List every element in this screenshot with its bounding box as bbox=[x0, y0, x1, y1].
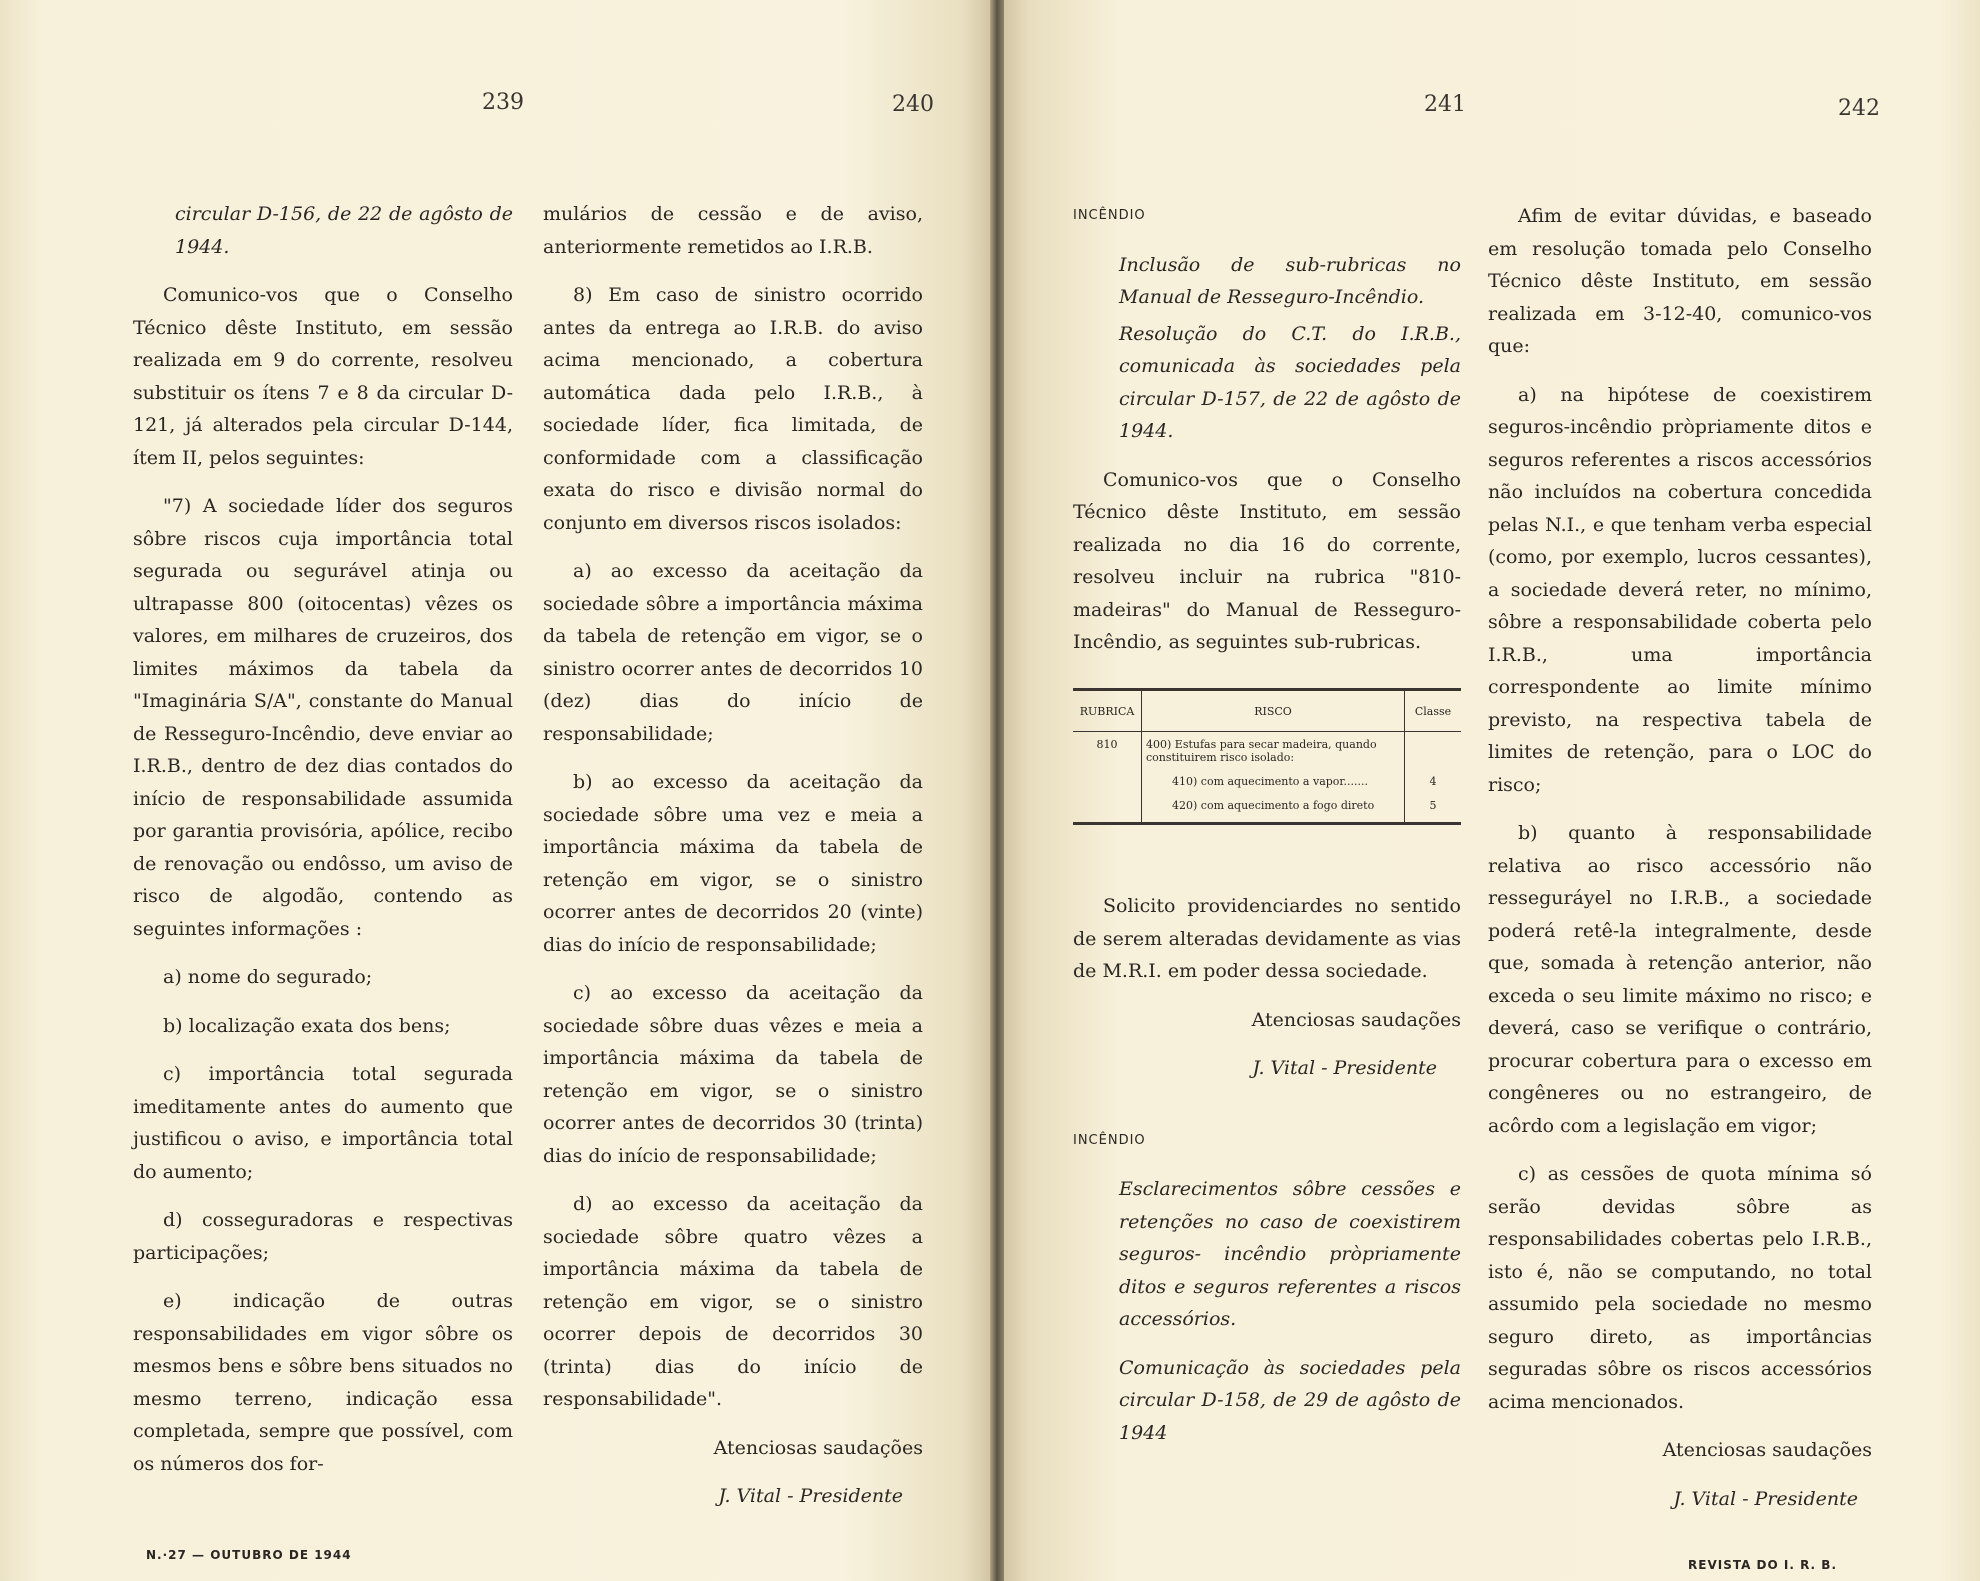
list-item: b) ao excesso da aceitação da sociedade sôbre uma vez e meia a importância máxima da tabela de retenção em vigor, se o sinistro ocorrer antes de decorridos 20 (vinte) dias do início de responsabilidade; bbox=[543, 771, 923, 956]
circular-reference: circular D-156, de 22 de agôsto de 1944. bbox=[175, 203, 513, 258]
page-number-241: 241 bbox=[1424, 92, 1466, 117]
table-cell-classe: 5 bbox=[1429, 799, 1437, 812]
table-cell-rubrica bbox=[1073, 767, 1142, 791]
list-item: a) na hipótese de coexistirem seguros-incêndio pròpriamente ditos e seguros referentes a riscos accessórios não incluídos na cobertura concedida pelas N.I., e que tenham verba especial (como, por exemplo, lucros cessantes), a sociedade deverá reter, no mínimo, sôbre a responsabilidade coberta pelo I.R.B., uma importância correspondente ao limite mínimo previsto, na respectiva tabela de limites de retenção, para o LOC do risco; bbox=[1488, 383, 1872, 796]
signature: J. Vital - Presidente bbox=[1252, 1057, 1437, 1079]
section-heading: INCÊNDIO bbox=[1073, 208, 1146, 223]
paragraph: Comunico-vos que o Conselho Técnico dêste Instituto, em sessão realizada no dia 16 do corrente, resolveu incluir na rubrica "810-madeiras" do Manual de Resseguro-Incêndio, as seguintes sub-rubricas. bbox=[1073, 468, 1461, 653]
greeting: Atenciosas saudações bbox=[713, 1436, 923, 1459]
paragraph: Afim de evitar dúvidas, e baseado em resolução tomada pelo Conselho Técnico dêste Instituto, em sessão realizada em 3-12-40, comunico-vos que: bbox=[1488, 205, 1872, 357]
page-number-239: 239 bbox=[482, 90, 524, 115]
column-3-continued bbox=[1073, 890, 1461, 1465]
table-cell-classe bbox=[1405, 732, 1462, 768]
section-subtitle: Resolução do C.T. do I.R.B., comunicada às sociedades pela circular D-157, de 22 de agôsto de 1944. bbox=[1119, 322, 1461, 442]
column-3 bbox=[1073, 200, 1461, 675]
book-gutter bbox=[990, 0, 1004, 1581]
subrubric-table bbox=[1073, 688, 1461, 825]
list-item: b) localização exata dos bens; bbox=[163, 1014, 451, 1037]
page-number-240: 240 bbox=[892, 92, 934, 117]
column-4 bbox=[1488, 200, 1872, 1531]
table-cell-risco: 410) com aquecimento a vapor....... bbox=[1142, 767, 1405, 791]
table-cell-classe: 4 bbox=[1429, 775, 1437, 788]
greeting: Atenciosas saudações bbox=[1662, 1439, 1872, 1461]
column-1 bbox=[133, 198, 513, 1496]
section-title: Esclarecimentos sôbre cessões e retenções no caso de coexistirem seguros- incêndio pròpriamente ditos e seguros referentes a riscos accessórios. bbox=[1119, 1178, 1461, 1330]
paragraph: "7) A sociedade líder dos seguros sôbre riscos cuja importância total segurada ou segurável atinja ou ultrapasse 800 (oitocentas) vêzes os valores, em milhares de cruzeiros, dos limites máximos da tabela da "Imaginária S/A", constante do Manual de Resseguro-Incêndio, deve enviar ao I.R.B., dentro de dez dias contados do início de responsabilidade assumida por garantia provisória, apólice, recibo de renovação ou endôsso, um aviso de risco de algodão, contendo as seguintes informações : bbox=[133, 495, 513, 940]
section-heading: INCÊNDIO bbox=[1073, 1132, 1146, 1148]
list-item: e) indicação de outras responsabilidades em vigor sôbre os mesmos bens e sôbre bens situados no mesmo terreno, indicação essa completada, sempre que possível, com os números dos for- bbox=[133, 1290, 513, 1475]
list-item: d) cosseguradoras e respectivas participações; bbox=[133, 1209, 513, 1264]
paragraph: mulários de cessão e de aviso, anteriormente remetidos ao I.R.B. bbox=[543, 203, 923, 258]
greeting: Atenciosas saudações bbox=[1251, 1008, 1461, 1031]
footer-journal: REVISTA DO I. R. B. bbox=[1688, 1558, 1837, 1572]
list-item: a) nome do segurado; bbox=[163, 966, 373, 988]
list-item: c) ao excesso da aceitação da sociedade sôbre duas vêzes e meia a importância máxima da tabela de retenção em vigor, se o sinistro ocorrer antes de decorridos 30 (trinta) dias do início de responsabilidade; bbox=[543, 982, 923, 1167]
table-cell-risco: 420) com aquecimento a fogo direto bbox=[1142, 791, 1405, 822]
table-cell-risco: 400) Estufas para secar madeira, quando constituirem risco isolado: bbox=[1142, 732, 1405, 768]
paragraph: Comunico-vos que o Conselho Técnico dêste Instituto, em sessão realizada em 9 do corrente, resolveu substituir os ítens 7 e 8 da circular D-121, já alterados pela circular D-144, ítem II, pelos seguintes: bbox=[133, 284, 513, 469]
paragraph: 8) Em caso de sinistro ocorrido antes da entrega ao I.R.B. do aviso acima mencionado, a cobertura automática dada pelo I.R.B., à sociedade líder, fica limitada, de conformidade com a classificação exata do risco e divisão normal do conjunto em diversos riscos isolados: bbox=[543, 284, 923, 534]
table-cell-rubrica bbox=[1073, 791, 1142, 822]
list-item: b) quanto à responsabilidade relativa ao risco accessório não resseguráyel no I.R.B., a sociedade poderá retê-la integralmente, desde que, somada à retenção anterior, não exceda o seu limite máximo no risco; e deverá, caso se verifique o contrário, procurar cobertura para o excesso em congêneres ou no estrangeiro, de acôrdo com a legislação em vigor; bbox=[1488, 822, 1872, 1137]
column-2 bbox=[543, 198, 923, 1529]
list-item: a) ao excesso da aceitação da sociedade sôbre a importância máxima da tabela de retenção em vigor, se o sinistro ocorrer antes de decorridos 10 (dez) dias do início de responsabilidade; bbox=[543, 560, 923, 745]
signature: J. Vital - Presidente bbox=[1673, 1487, 1858, 1510]
paragraph: Solicito providenciardes no sentido de serem alteradas devidamente as vias de M.R.I. em poder dessa sociedade. bbox=[1073, 895, 1461, 982]
section-title: Inclusão de sub-rubricas no Manual de Resseguro-Incêndio. bbox=[1119, 253, 1461, 308]
table-cell-rubrica: 810 bbox=[1073, 732, 1142, 768]
footer-issue: N.·27 — OUTUBRO DE 1944 bbox=[146, 1548, 352, 1562]
list-item: c) importância total segurada imeditamente antes do aumento que justificou o aviso, e importância total do aumento; bbox=[133, 1063, 513, 1183]
list-item: c) as cessões de quota mínima só serão devidas sôbre as responsabilidades cobertas pelo I.R.B., isto é, não se computando, no total assumido pela sociedade no mesmo seguro direto, as importâncias seguradas sôbre os riscos accessórios acima mencionados. bbox=[1488, 1163, 1872, 1413]
signature: J. Vital - Presidente bbox=[718, 1485, 903, 1507]
table-header-classe: Classe bbox=[1405, 691, 1462, 732]
list-item: d) ao excesso da aceitação da sociedade sôbre quatro vêzes a importância máxima da tabela de retenção em vigor, se o sinistro ocorrer depois de decorridos 30 (trinta) dias do início de responsabilidade". bbox=[543, 1193, 923, 1410]
section-subtitle: Comunicação às sociedades pela circular D-158, de 29 de agôsto de 1944 bbox=[1119, 1356, 1461, 1444]
table-header-rubrica: RUBRICA bbox=[1073, 691, 1142, 732]
page-number-242: 242 bbox=[1838, 96, 1880, 121]
table-header-risco: RISCO bbox=[1142, 691, 1405, 732]
